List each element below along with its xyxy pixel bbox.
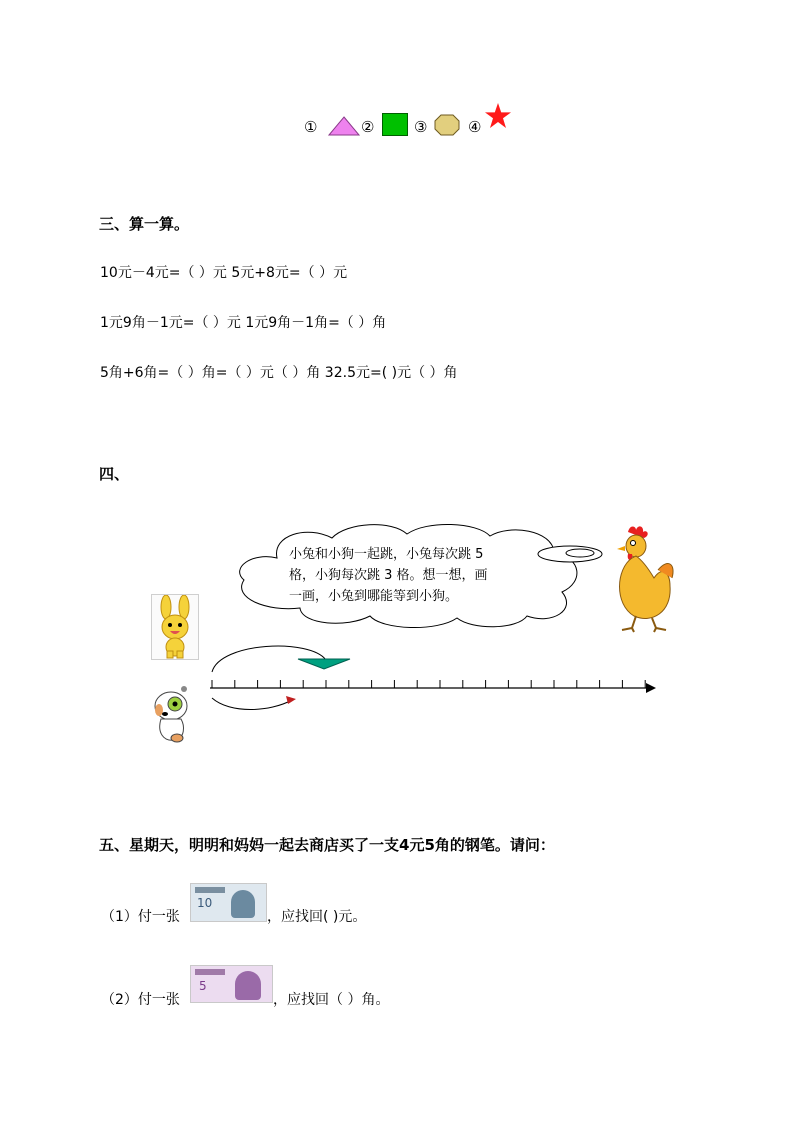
bubble-line-3: 一画，小兔到哪能等到小狗。 <box>289 589 459 604</box>
shapes-row <box>300 104 540 144</box>
five-yuan-banknote-image: 5 <box>190 965 273 1003</box>
q2-suffix: ，应找回（ ）角。 <box>273 992 390 1008</box>
shape-number-4: ④ <box>468 118 482 136</box>
bubble-line-2: 格，小狗每次跳 3 格。想一想，画 <box>289 568 488 583</box>
dog-image <box>151 684 191 746</box>
triangle-shape <box>328 116 360 136</box>
shape-number-1: ① <box>304 118 318 136</box>
q1-suffix: ，应找回( )元。 <box>267 909 367 925</box>
green-arrowhead <box>298 659 350 669</box>
section3-line-2: 1元9角－1元=（ ）元 1元9角－1角=（ ）角 <box>100 315 387 331</box>
section3-title: 三、算一算。 <box>99 215 190 233</box>
bubble-text <box>289 544 529 607</box>
square-shape <box>382 113 408 136</box>
shape-number-3: ③ <box>414 118 428 136</box>
octagon-shape <box>434 114 460 136</box>
q1-prefix: （1）付一张 <box>101 909 180 925</box>
section3-line-3: 5角+6角=（ ）角=（ ）元（ ）角 32.5元=( )元（ ）角 <box>100 365 458 381</box>
section4-title: 四、 <box>99 465 130 483</box>
shape-number-2: ② <box>361 118 375 136</box>
ten-yuan-banknote-image: 10 <box>190 883 267 922</box>
rabbit-image <box>151 594 199 660</box>
section3-line-1: 10元－4元=（ ）元 5元+8元=（ ）元 <box>100 265 348 281</box>
star-shape <box>484 102 512 130</box>
rooster-image <box>606 524 678 636</box>
bubble-line-1: 小兔和小狗一起跳，小兔每次跳 5 <box>289 547 484 562</box>
number-line <box>210 680 656 693</box>
red-arrowhead <box>286 696 296 704</box>
q2-prefix: （2）付一张 <box>101 992 180 1008</box>
number-line-diagram <box>200 640 670 720</box>
section5-title: 五、星期天，明明和妈妈一起去商店买了一支4元5角的钢笔。请问： <box>99 836 555 854</box>
